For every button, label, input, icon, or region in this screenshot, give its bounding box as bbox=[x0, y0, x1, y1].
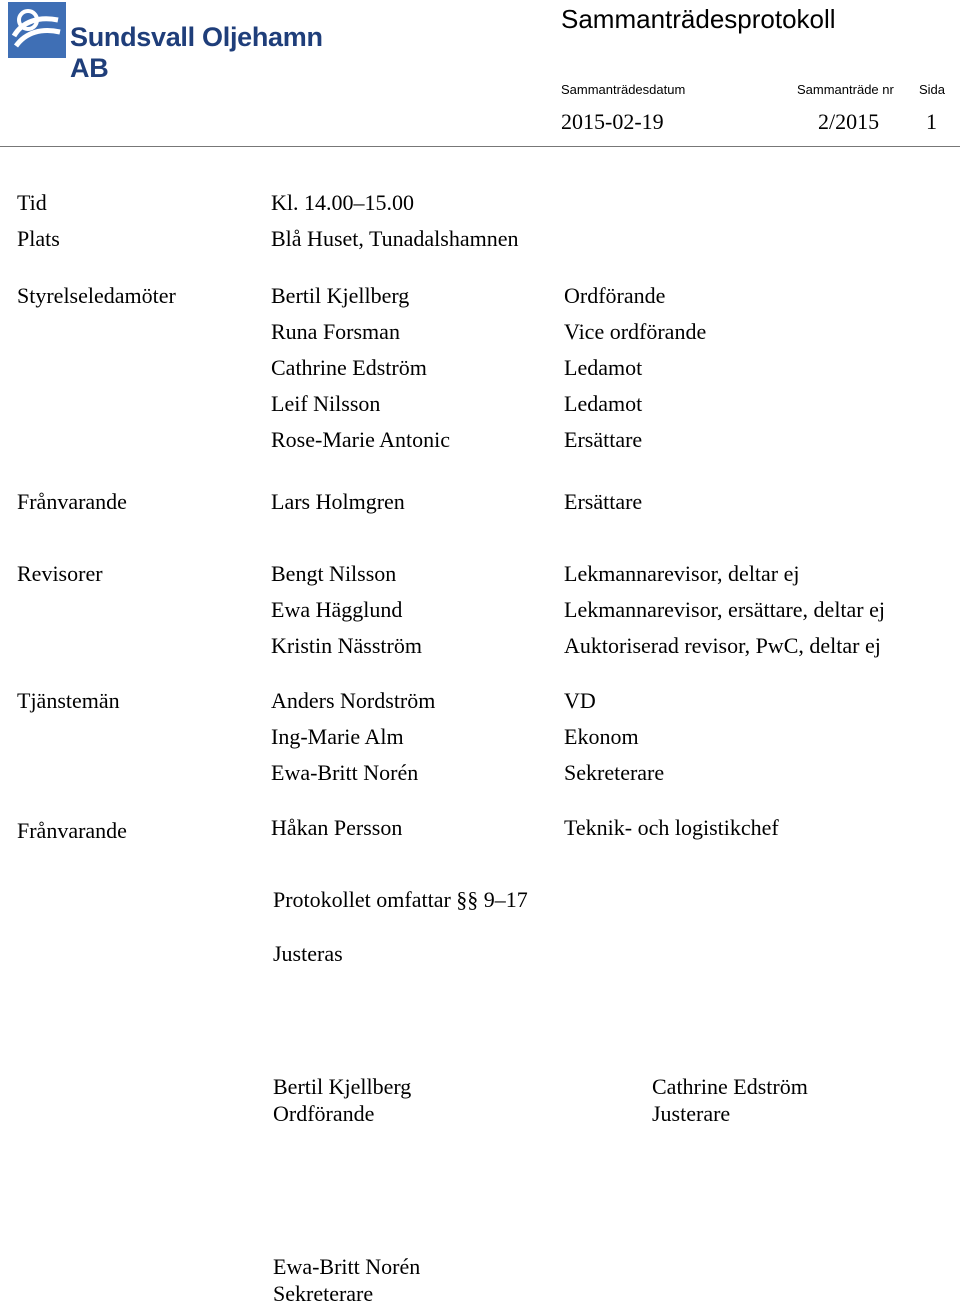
time-value: Kl. 14.00–15.00 bbox=[271, 190, 414, 215]
board-member-name: Bertil Kjellberg bbox=[271, 283, 410, 308]
officials-absent-name: Håkan Persson bbox=[271, 815, 403, 840]
auditor-name: Bengt Nilsson bbox=[271, 561, 397, 586]
official-name: Ewa-Britt Norén bbox=[271, 760, 419, 785]
board-member-role: Ledamot bbox=[564, 391, 643, 416]
signature-name: Ewa-Britt Norén bbox=[273, 1254, 421, 1279]
auditors-label: Revisorer bbox=[17, 561, 103, 586]
board-member-name: Leif Nilsson bbox=[271, 391, 381, 416]
meeting-date-value: 2015-02-19 bbox=[561, 109, 664, 134]
document-title: Sammanträdesprotokoll bbox=[561, 4, 836, 34]
meeting-number-label: Sammanträde nr bbox=[797, 82, 894, 97]
time-label: Tid bbox=[17, 190, 47, 215]
place-label: Plats bbox=[17, 226, 60, 251]
auditor-role: Lekmannarevisor, ersättare, deltar ej bbox=[564, 597, 886, 622]
meeting-number-value: 2/2015 bbox=[818, 109, 880, 134]
signature-role: Justerare bbox=[652, 1101, 731, 1126]
logo-mark-icon bbox=[8, 2, 66, 58]
board-member-name: Cathrine Edström bbox=[271, 355, 427, 380]
official-role: VD bbox=[564, 688, 596, 713]
officials-label: Tjänstemän bbox=[17, 688, 120, 713]
official-name: Ing-Marie Alm bbox=[271, 724, 404, 749]
board-member-role: Vice ordförande bbox=[564, 319, 707, 344]
board-label: Styrelseledamöter bbox=[17, 283, 176, 308]
board-absent-role: Ersättare bbox=[564, 489, 643, 514]
page-label: Sida bbox=[919, 82, 946, 97]
company-name: Sundsvall Oljehamn AB bbox=[70, 22, 323, 83]
protocol-sections: Protokollet omfattar §§ 9–17 bbox=[273, 887, 528, 912]
officials-absent-label: Frånvarande bbox=[17, 818, 127, 843]
signature-role: Sekreterare bbox=[273, 1281, 374, 1306]
auditor-role: Auktoriserad revisor, PwC, deltar ej bbox=[564, 633, 881, 658]
board-member-role: Ersättare bbox=[564, 427, 643, 452]
adjust-label: Justeras bbox=[273, 941, 343, 966]
officials-absent-role: Teknik- och logistikchef bbox=[564, 815, 779, 840]
auditor-name: Kristin Näsström bbox=[271, 633, 422, 658]
auditor-name: Ewa Hägglund bbox=[271, 597, 403, 622]
official-role: Ekonom bbox=[564, 724, 639, 749]
board-member-role: Ledamot bbox=[564, 355, 643, 380]
signature-name: Cathrine Edström bbox=[652, 1074, 808, 1099]
auditor-role: Lekmannarevisor, deltar ej bbox=[564, 561, 800, 586]
board-absent-name: Lars Holmgren bbox=[271, 489, 405, 514]
company-logo bbox=[8, 2, 328, 83]
official-role: Sekreterare bbox=[564, 760, 665, 785]
meeting-date-label: Sammanträdesdatum bbox=[561, 82, 686, 97]
board-member-role: Ordförande bbox=[564, 283, 666, 308]
board-member-name: Runa Forsman bbox=[271, 319, 400, 344]
signature-name: Bertil Kjellberg bbox=[273, 1074, 412, 1099]
place-value: Blå Huset, Tunadalshamnen bbox=[271, 226, 519, 251]
signature-role: Ordförande bbox=[273, 1101, 375, 1126]
board-member-name: Rose-Marie Antonic bbox=[271, 427, 451, 452]
page-number-value: 1 bbox=[926, 109, 937, 134]
official-name: Anders Nordström bbox=[271, 688, 436, 713]
board-absent-label: Frånvarande bbox=[17, 489, 127, 514]
header-divider bbox=[0, 146, 960, 147]
